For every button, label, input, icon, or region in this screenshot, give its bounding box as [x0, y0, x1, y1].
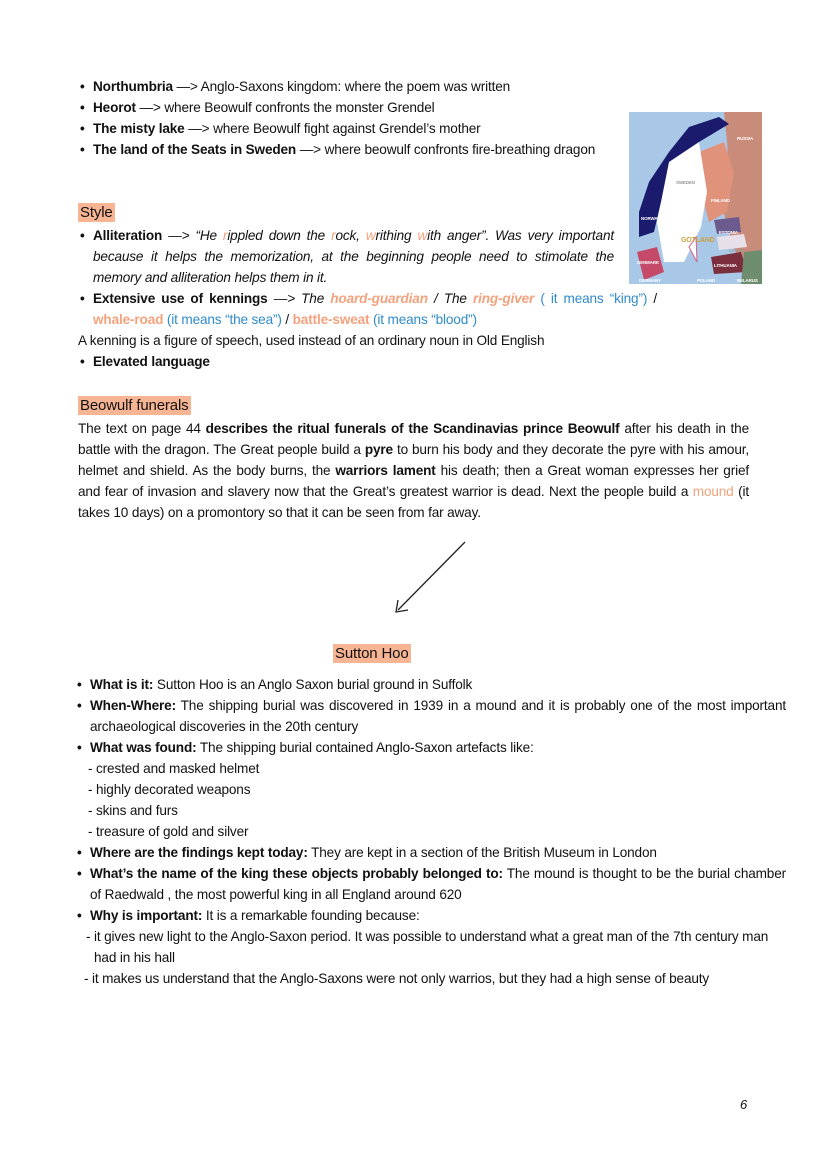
text-run: ith anger”. Was very important because it helps the memorization, at the beginning people need to stimolate the memory and alliteration helps them in it.	[93, 228, 614, 285]
section-heading: Beowulf funerals	[80, 397, 189, 414]
text-run: —> The	[267, 291, 331, 306]
text-run: ock,	[335, 228, 366, 243]
list-item	[80, 76, 612, 97]
list-item	[77, 695, 786, 737]
list-item: • Elevated language	[80, 351, 614, 372]
text-run: battle-sweat	[292, 312, 370, 327]
artefact-item: - highly decorated weapons	[88, 782, 251, 797]
text-run: The land of the Seats in Sweden	[93, 142, 297, 157]
text-run: /	[647, 291, 658, 306]
text-run: They are kept in a section of the British Museum in London	[307, 845, 657, 860]
list-item	[77, 842, 786, 863]
artefact-item: - treasure of gold and silver	[88, 824, 249, 839]
funerals-section	[78, 395, 749, 523]
map-label: DENMARK	[637, 260, 659, 265]
text-run: When-Where:	[90, 698, 176, 713]
text-run: What’s the name of the king these objects probably belonged to:	[90, 866, 503, 881]
text-run: What is it:	[90, 677, 154, 692]
text-run: Why is important:	[90, 908, 203, 923]
text-run: The text on page 44	[78, 421, 206, 436]
text-run: ippled down the	[227, 228, 332, 243]
text-run: (it takes 10 days) on a promontory so that it can be seen from far away.	[78, 484, 749, 520]
map-label: FINLAND	[711, 198, 730, 203]
text-run: pyre	[364, 442, 393, 457]
map-label: POLAND	[697, 278, 716, 283]
list-item	[80, 139, 612, 160]
text-run: The misty lake	[93, 121, 185, 136]
text-run: ( it means “king”)	[534, 291, 648, 306]
map-label: GERMANY	[639, 278, 661, 283]
text-run: Where are the findings kept today:	[90, 845, 308, 860]
section-heading: Sutton Hoo	[335, 645, 409, 662]
map-label: RUSSIA	[737, 136, 754, 141]
text-run: —> “He	[162, 228, 223, 243]
text-run: Heorot	[93, 100, 136, 115]
list-item	[77, 737, 786, 758]
list-item	[77, 905, 786, 926]
text-run: Alliteration	[93, 228, 163, 243]
list-item	[77, 863, 786, 905]
text-run: after his death in the battle with the dragon. The Great people build a	[78, 421, 750, 457]
text-run: warriors lament	[335, 463, 436, 478]
sutton-hoo-list	[77, 674, 786, 989]
text-run: hoard-guardian	[330, 291, 428, 306]
list-item	[80, 118, 612, 139]
text-run: Extensive use of kennings	[93, 291, 268, 306]
scandinavia-map	[629, 112, 762, 284]
map-label: LATVIA	[729, 248, 745, 253]
text-run: The shipping burial was discovered in 1939 in a mound and it is probably one of the most important archaeological discoveries in the 20th century	[90, 698, 786, 734]
list-item	[80, 288, 657, 330]
text-run: Northumbria	[93, 79, 173, 94]
map-label: ESTONIA	[719, 230, 738, 235]
text-run: (it means “the sea”)	[163, 312, 282, 327]
text-run: his death; then a Great woman expresses her grief and fear of invasion and slavery now that the Great’s greatest warrior is dead. Next the people build a	[78, 463, 749, 499]
list-item	[80, 97, 612, 118]
text-run: w	[417, 228, 428, 243]
reason-item: - it makes us understand that the Anglo-Saxons were not only warrios, but they had a high sense of beauty	[84, 971, 710, 986]
artefact-item: - skins and furs	[88, 803, 178, 818]
text-run: w	[365, 228, 376, 243]
text-run: describes the ritual funerals of the Scandinavias prince Beowulf	[205, 421, 620, 436]
text-run: The shipping burial contained Anglo-Saxon artefacts like:	[196, 740, 534, 755]
list-item	[80, 225, 614, 288]
page-number: 6	[740, 1097, 748, 1112]
text-run: Sutton Hoo is an Anglo Saxon burial ground in Suffolk	[153, 677, 473, 692]
text-run: —> where beowulf confronts fire-breathing dragon	[296, 142, 596, 157]
text-run: r	[222, 228, 228, 243]
text-run: What was found:	[90, 740, 197, 755]
map-label: SWEDEN	[676, 180, 695, 185]
list-item	[77, 674, 786, 695]
text-run: —> where Beowulf confronts the monster Grendel	[135, 100, 435, 115]
text-run: /	[281, 312, 293, 327]
text-run: ring-giver	[472, 291, 535, 306]
funerals-paragraph	[78, 418, 749, 523]
section-heading: Style	[80, 204, 113, 221]
reason-item: - it gives new light to the Anglo-Saxon period. It was possible to understand what a great man of the 7th century man had in his hall	[86, 929, 769, 965]
text-run: (it means “blood”)	[369, 312, 477, 327]
map-label: GOTLAND	[681, 237, 715, 244]
text-run: r	[331, 228, 336, 243]
arrow-icon	[390, 540, 470, 615]
text-run: mound	[692, 484, 734, 499]
text-run: rithing	[375, 228, 418, 243]
text-run: It is a remarkable founding because:	[202, 908, 420, 923]
kenning-definition: A kenning is a figure of speech, used instead of an ordinary noun in Old English	[78, 333, 545, 348]
map-label: LITHUANIA	[714, 263, 737, 268]
text-run: The mound is thought to be the burial chamber of Raedwald , the most powerful king in all England around 620	[90, 866, 787, 902]
text-run: to burn his body and they decorate the pyre with his amour, helmet and shield. As the body burns, the	[78, 442, 749, 478]
text-run: / The	[427, 291, 473, 306]
map-label: BELARUS	[737, 278, 758, 283]
text-run: whale-road	[93, 312, 164, 327]
map-label: NORWAY	[641, 216, 660, 221]
text-run: —> Anglo-Saxons kingdom: where the poem was written	[172, 79, 511, 94]
artefact-item: - crested and masked helmet	[88, 761, 260, 776]
places-list	[80, 76, 612, 160]
text-run: —> where Beowulf fight against Grendel’s mother	[184, 121, 481, 136]
